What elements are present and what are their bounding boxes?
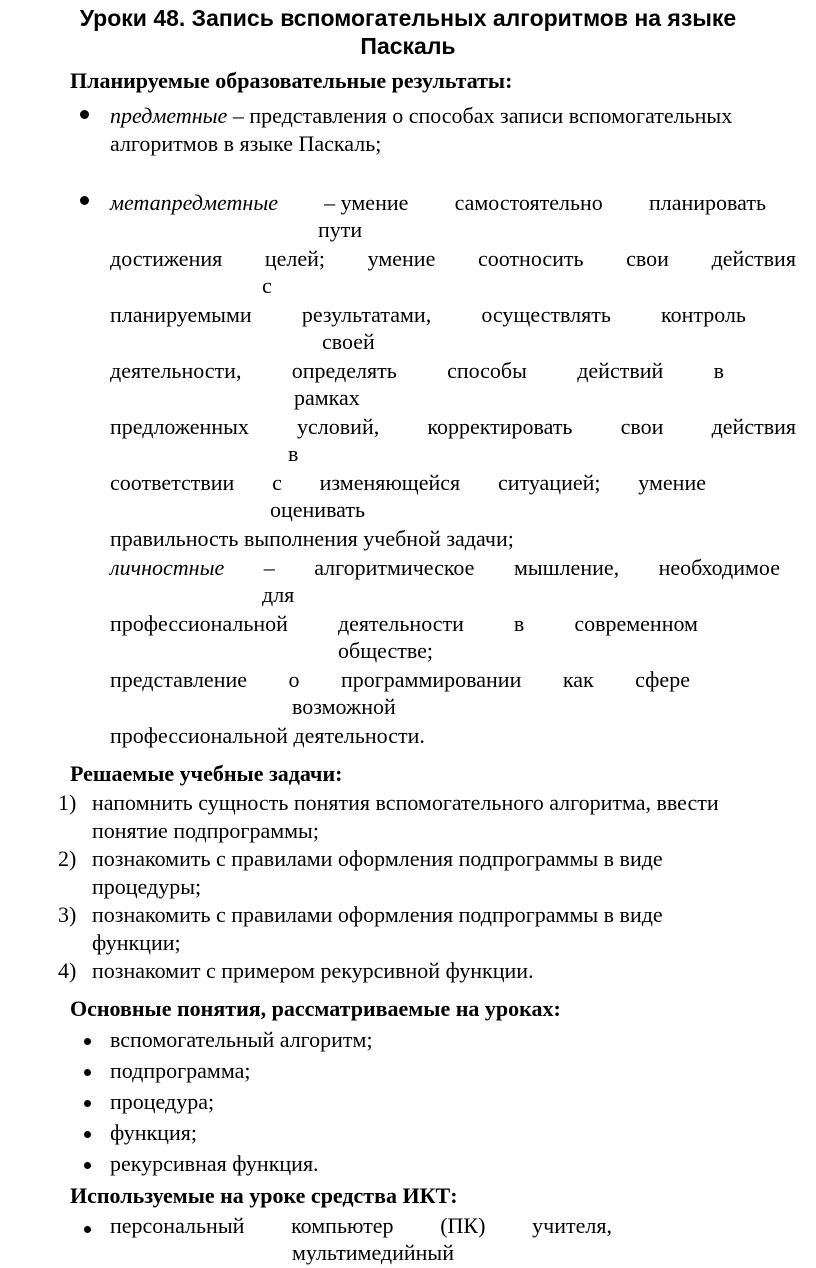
tasks-heading: Решаемые учебные задачи: [70,761,343,786]
bullet-icon [84,1226,91,1233]
word: как [562,667,594,692]
bullet-icon [80,110,89,119]
word: необходимое [658,555,780,580]
task-text-line-2: функции; [92,930,181,955]
word: учителя, [532,1213,612,1238]
word: самостоятельно [454,190,603,215]
word: программировании [340,667,522,692]
meta-outcome-line [110,190,766,216]
task-number: 2) [58,846,77,871]
word: целей; [264,246,326,271]
personal-outcome-wrap: возможной [292,694,396,719]
word: с [272,470,282,495]
personal-outcome-wrap: обществе; [338,638,433,663]
concept-item: процедура; [110,1089,215,1114]
meta-outcome-line [110,414,796,440]
bullet-icon [84,1162,91,1169]
concept-item: вспомогательный алгоритм; [110,1027,373,1052]
meta-outcome-line [110,246,796,272]
word: умение [638,470,706,495]
task-text-line-1: познакомит с примером рекурсивной функции. [92,958,534,983]
meta-outcome-wrap: с [262,273,272,298]
task-number: 1) [58,790,77,815]
word: изменяющейся [319,470,461,495]
word: – [263,555,275,580]
concept-item: функция; [110,1120,197,1145]
word: свои [620,414,664,439]
word: представление [110,667,248,692]
tools-wrap: мультимедийный [292,1240,454,1265]
word: осуществлять [481,302,611,327]
personal-outcome-line [110,611,698,637]
lesson-title-line-2: Паскаль [360,33,456,59]
meta-outcome-last-line: правильность выполнения учебной задачи; [110,526,514,551]
meta-outcome-line [110,470,706,496]
word: (ПК) [440,1213,486,1238]
bullet-icon [84,1131,91,1138]
word: условий, [297,414,380,439]
subject-term: предметные [110,103,228,128]
meta-outcome-wrap: в [288,441,299,466]
word: компьютер [291,1213,394,1238]
word: действия [711,246,796,271]
bullet-icon [84,1100,91,1107]
word: действия [711,414,796,439]
meta-outcome-wrap: своей [322,329,375,354]
word: мышление, [513,555,620,580]
word: персональный [110,1213,245,1238]
word: планируемыми [110,302,252,327]
subject-outcome-line-2: алгоритмов в языке Паскаль; [110,131,382,156]
word: свои [626,246,669,271]
word: достижения [110,246,223,271]
word: современном [574,611,698,636]
word: способы [447,358,527,383]
word: результатами, [301,302,432,327]
word: деятельности, [110,358,242,383]
word: в [513,611,525,636]
word: профессиональной [110,611,288,636]
word: метапредметные [110,190,278,215]
task-text-line-2: процедуры; [92,874,202,899]
word: о [288,667,300,692]
meta-outcome-wrap: оценивать [270,497,366,522]
word: контроль [661,302,746,327]
meta-outcome-wrap: рамках [294,385,360,410]
task-text-line-1: напомнить сущность понятия вспомогательного алгоритма, ввести [92,790,719,815]
word: личностные [110,555,225,580]
word: действий [577,358,664,383]
meta-outcome-line [110,302,746,328]
word: предложенных [110,414,249,439]
concepts-heading: Основные понятия, рассматриваемые на уроках: [70,996,561,1021]
word: сфере [635,667,690,692]
bullet-icon [80,196,89,205]
concept-item: подпрограмма; [110,1058,251,1083]
lesson-title-line-1: Уроки 48. Запись вспомогательных алгоритмов на языке [79,5,737,31]
word: в [713,358,724,383]
outcomes-heading: Планируемые образовательные результаты: [70,68,513,93]
word: ситуацией; [497,470,601,495]
word: соотносить [477,246,584,271]
task-text-line-1: познакомить с правилами оформления подпрограммы в виде [92,846,663,871]
word: умение [367,246,436,271]
word: деятельности [337,611,464,636]
concept-item: рекурсивная функция. [110,1151,319,1176]
word: алгоритмическое [314,555,475,580]
tools-heading: Используемые на уроке средства ИКТ: [70,1183,458,1208]
subject-outcome-line-1 [110,103,732,129]
personal-outcome-wrap: для [262,582,295,607]
meta-outcome-wrap: пути [318,217,363,242]
tools-line [110,1213,612,1239]
personal-outcome-last-line: профессиональной деятельности. [110,723,425,748]
word: – умение [324,190,409,215]
personal-outcome-line [110,667,690,693]
task-text-line-2: понятие подпрограммы; [92,818,319,843]
subject-text: – представления о способах записи вспомогательных [227,103,733,128]
word: корректировать [427,414,573,439]
word: определять [291,358,397,383]
meta-outcome-line [110,358,724,384]
bullet-icon [84,1038,91,1045]
personal-outcome-line [110,555,780,581]
word: соответствии [110,470,235,495]
bullet-icon [84,1069,91,1076]
task-number: 4) [58,958,77,983]
word: планировать [648,190,766,215]
task-text-line-1: познакомить с правилами оформления подпрограммы в виде [92,902,663,927]
task-number: 3) [58,902,77,927]
